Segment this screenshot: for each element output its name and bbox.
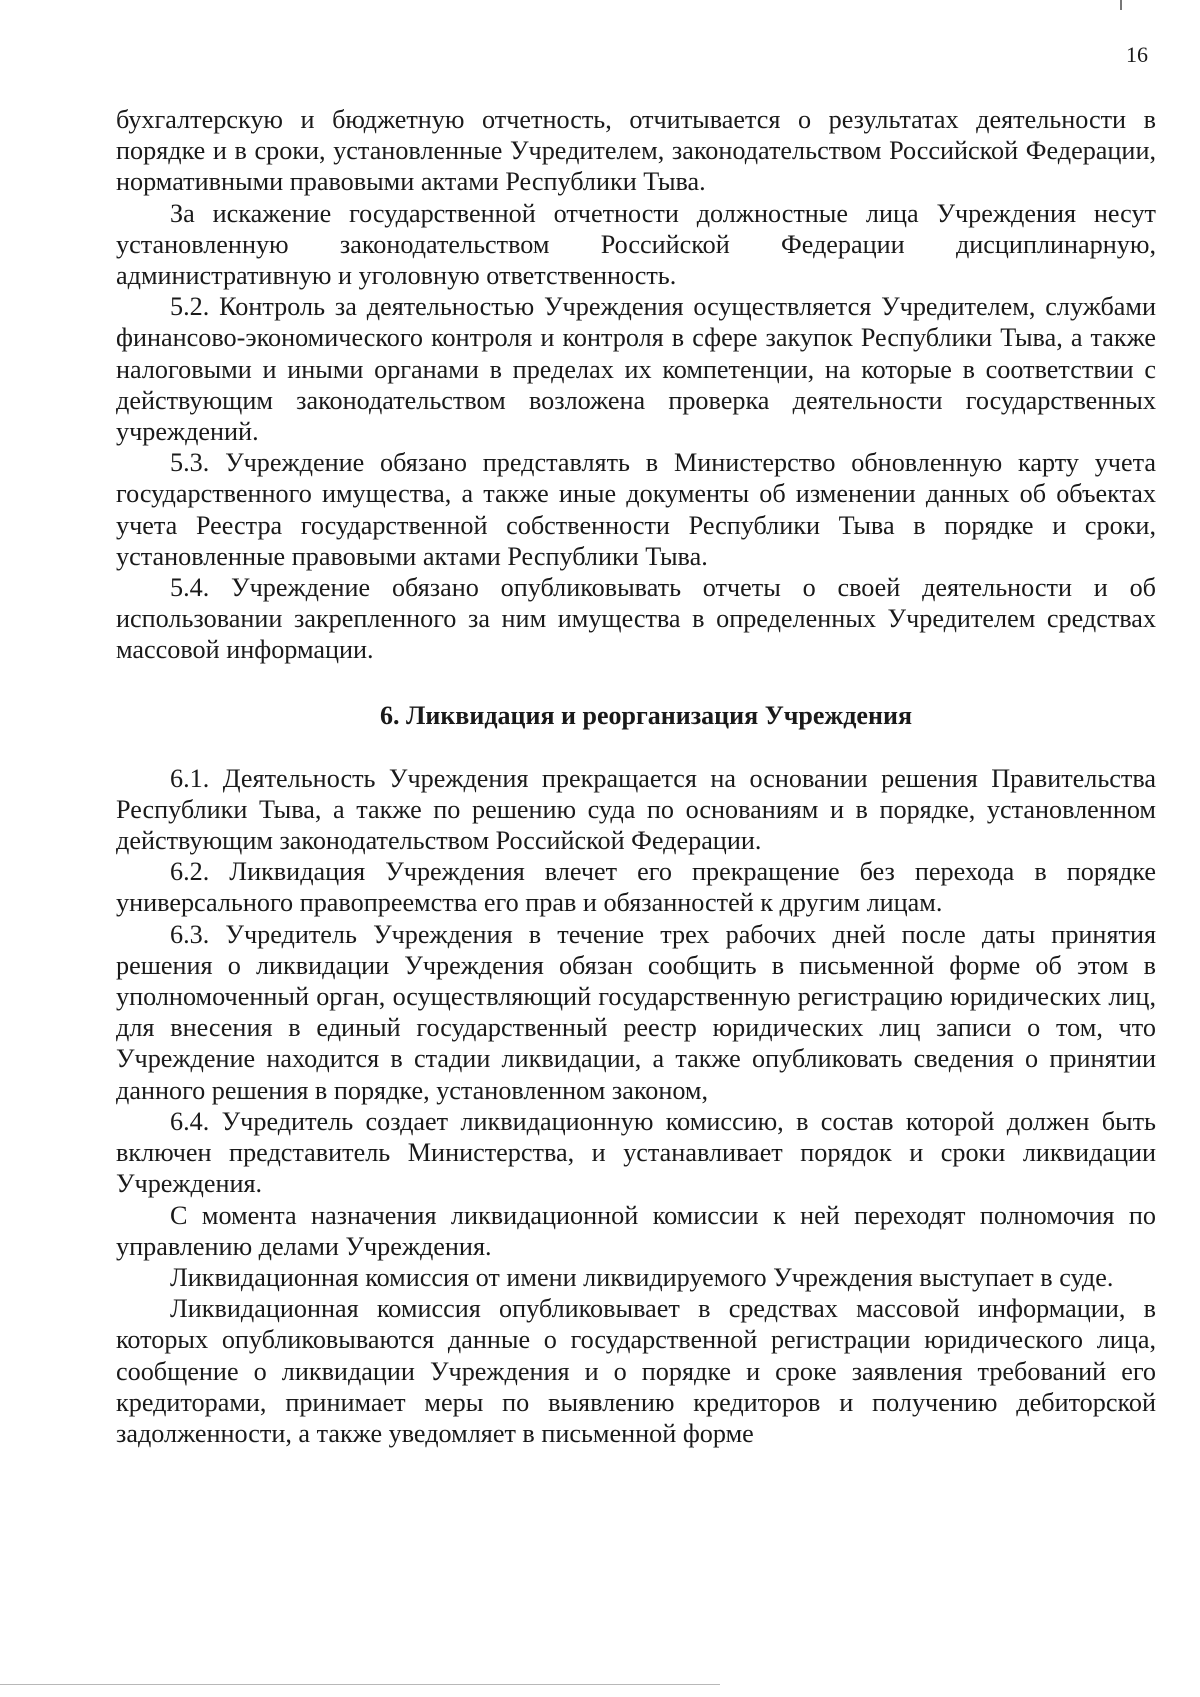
page-number: 16 [1126, 42, 1148, 67]
paragraph-commission-publish: Ликвидационная комиссия опубликовывает в средствах массовой информации, в которых опубликовываются данные о государственной регистрации юридического лица, сообщение о ликвидации Учреждения и о порядке и сроке заявления требований его кредиторами, принимает меры по выявлению кредиторов и получению дебиторской задолженности, а также уведомляет в письменной форме [116, 1294, 1156, 1448]
paragraph-continued: бухгалтерскую и бюджетную отчетность, отчитывается о результатах деятельности в порядке и в сроки, установленные Учредителем, законодательством Российской Федерации, нормативными правовыми актами Республики Тыва. [116, 105, 1156, 197]
document-body [116, 104, 1156, 1449]
paragraph-commission-powers: С момента назначения ликвидационной комиссии к ней переходят полномочия по управлению делами Учреждения. [116, 1200, 1156, 1261]
paragraph-5-2: 5.2. Контроль за деятельностью Учреждения осуществляется Учредителем, службами финансово-экономического контроля и контроля в сфере закупок Республики Тыва, а также налоговыми и иными органами в пределах их компетенции, на которые в соответствии с действующим законодательством возложена проверка деятельности государственных учреждений. [116, 292, 1156, 447]
paragraph-6-2: 6.2. Ликвидация Учреждения влечет его прекращение без перехода в порядке универсального правопреемства его прав и обязанностей к другим лицам. [116, 857, 1156, 918]
paragraph-6-4: 6.4. Учредитель создает ликвидационную комиссию, в состав которой должен быть включен представитель Министерства, и устанавливает порядок и сроки ликвидации Учреждения. [116, 1106, 1156, 1199]
paragraph-6-3: 6.3. Учредитель Учреждения в течение трех рабочих дней после даты принятия решения о ликвидации Учреждения обязан сообщить в письменной форме об этом в уполномоченный орган, осуществляющий государственную регистрацию юридических лиц, для внесения в единый государственный реестр юридических лиц записи о том, что Учреждение находится в стадии ликвидации, а также опубликовать сведения о принятии данного решения в порядке, установленном законом, [116, 919, 1156, 1105]
bottom-rule [0, 1684, 720, 1685]
scan-edge-mark [1120, 0, 1122, 10]
paragraph-5-4: 5.4. Учреждение обязано опубликовывать отчеты о своей деятельности и об использовании закрепленного за ним имущества в определенных Учредителем средствах массовой информации. [116, 573, 1156, 665]
paragraph-distortion-liability: За искажение государственной отчетности должностные лица Учреждения несут установленную законодательством Российской Федерации дисциплинарную, административную и уголовную ответственность. [116, 198, 1156, 291]
section-5-continued [116, 104, 1156, 666]
paragraph-commission-court: Ликвидационная комиссия от имени ликвидируемого Учреждения выступает в суде. [170, 1262, 1114, 1292]
paragraph-6-1: 6.1. Деятельность Учреждения прекращается на основании решения Правительства Республики Тыва, а также по решению суда по основаниям и в порядке, установленном действующим законодательством Российской Федерации. [116, 763, 1156, 856]
paragraph-5-3: 5.3. Учреждение обязано представлять в Министерство обновленную карту учета государственного имущества, а также иные документы об изменении данных об объектах учета Реестра государственной собственности Республики Тыва в порядке и сроки, установленные правовыми актами Республики Тыва. [116, 448, 1156, 571]
section-6 [116, 763, 1156, 1449]
section-heading: 6. Ликвидация и реорганизация Учреждения [379, 700, 913, 730]
